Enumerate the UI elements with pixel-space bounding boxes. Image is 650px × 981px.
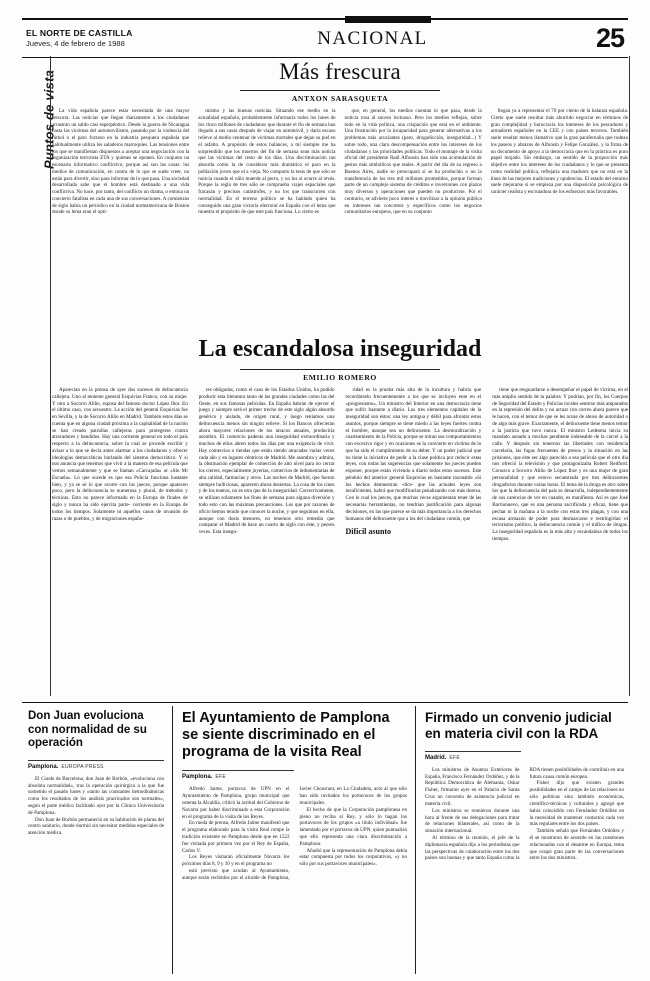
story1-dateline-agency: EUROPA PRESS — [61, 763, 104, 770]
story1-body — [28, 776, 164, 837]
story3-body — [425, 767, 624, 862]
paper-name: EL NORTE DE CASTILLA — [26, 27, 133, 38]
bottom-stories — [22, 706, 628, 974]
story2-dateline-city: Pamplona. — [182, 774, 213, 781]
story2-headline: El Ayuntamiento de Pamplona se siente discriminado en el programa de la visita Real — [182, 710, 390, 761]
story1-headline: Don Juan evoluciona con normalidad de su operación — [28, 710, 147, 750]
opinion1-byline-rule — [240, 90, 440, 91]
story2-dateline — [182, 770, 294, 780]
story1-para-1: El Conde de Barcelona, don Juan de Borbón, «evoluciona con absoluta normalidad», tras la operación quirúrgica a la que fue sometido el pasado lunes y «tanto las constantes hemodinámicas como los resultados de los análisis practicados son normales», según el parte médico facilitado ayer por la Clínica Universitaria de Pamplona. — [28, 775, 164, 816]
opinion2-col-3: ridad es la prueba más alta de la incultura y habría que recordárselo frecuentemente a los que se incluyen ente en el «progresismo». Un ministro del Interior en una democracia tiene que sufrir bastante a diario. Los tres elementos capitales de la inseguridad son éstos: una ley antigua y débil para afrontar estos asuntos, porque siempre se tiene miedo a las leyes fuertes contra el hombre, aunque sea un delincuente. La desmoralización y cuarteamiento de la Policía, porque se miran sus comportamientos con excesivo rigor y en ocasiones se la convierte en víctima de lo que ha sido el cumplimiento de su deber. Y un poder judicial que no tiene la iniciativa de pedir a la clase política por reducir estas leyes, con todas las sugerencias que solamente los jueces pueden exponer, porque están viviendo a diario todos estos sucesos. Este péndulo del anterior general Esquivias en bastante razonable «Si los hechos demuestran -dice- que las actuales leyes son insuficientes, habrá que modificarlas penalizando con más dureza. Con lo cual los jueces, que muchas veces argumentan tener de las necesarias herramientas, no tendrían justificación para algunas decisiones, en las que parece se da más importancia a los derechos humanos del delincuente que a los del ciudadano común, que Difícil asunto — [345, 387, 482, 537]
opinion1-col-4: llegan ya a representar el 70 por ciento de la balanza española. Cierto que suele resultar más aburrido negociar en términos de gran complejidad y burocracia los intereses de los pescadores y armadores españoles en la CEE y con países terceros. También suele resultar menos llamativo que la gran parafernalia que rodean los paseos y abrazos de Alfonsín y Felipe González, y la firma de un documento de apoyo a la democracia que en la práctica es puro papel mojado. Sin embargo, un sentido de la proporción más objetivo entre los intereses de los ciudadanos y lo que se presenta como realidad política, reflejaría una madurez que no está en la línea de las mejores tradiciones y opulencias. El estado del entorno suele mejorarse si se empieza por una disposición psicológica de carácter realista y escrutadora de los esfuerzos más favorables. — [490, 108, 628, 196]
story2-para-2: En rueda de prensa, Alfredo Jaime manifestó que el programa elaborado para la visita Real rompe la tradición existente en Pamplona desde que en 1522 fue visitada por primera vez por el Rey de España, Carlos V. — [182, 820, 290, 854]
opinion1-body — [52, 108, 628, 216]
opinion2-subhead: Difícil asunto — [345, 527, 392, 537]
section-name: NACIONAL — [317, 27, 428, 49]
story3-para-4: Fisher dijo que existen grandes posibilidades en el campo de las relaciones no sólo políticas sino también económicas, científico-técnicas y culturales y agregó que había coincidido con Fernández Ordóñez en la necesidad de mantener contactos cada vez más regulares entre los dos países. — [529, 780, 624, 828]
vertical-section-label: Puntos de vista — [41, 69, 57, 170]
story3-dateline-agency: EFE — [449, 754, 460, 761]
section-bar-decoration — [345, 16, 431, 23]
masthead — [22, 18, 628, 58]
story2-para-1: Alfredo Jaime, portavoz de UPN en el Ayuntamiento de Pamplona, grupo municipal que ostenta la Alcaldía, criticó la actitud del Gobierno de Navarra por haber discriminado a esta Corporación en el programa de la visita de los Reyes. — [182, 786, 290, 820]
masthead-left — [22, 29, 211, 49]
left-edge-rule — [50, 56, 51, 696]
opinion2-byline-rule — [240, 369, 440, 370]
opinion1-headline: Más frescura — [279, 59, 401, 84]
page-number: 25 — [595, 23, 624, 53]
opinion2-col-4: tiene que resguardarse a desempeñar el papel de víctima, en el más amplio sentido de la palabra. Y podrían, por fin, los Cuerpos de Seguridad del Estado y Policías locales sentirse más amparados en la represión del delito y no actuar con correo ahora parece que le hacen, con el temor de que se les acuse de abuso de autoridad o de algo más grave. Exactamente, el delincuente tiene menos temor a la justicia que tuvo nunca. El ministro Ledesma inicia su mandato aunado a muchas pendiente indeseable de la cárcel a la calle. Y después sin tenernos las libertades con residencia carcelaria, las fugas frecuentes de presos y la situación en las prisiones, que éste ser algo parecido a esa película que el otro día nos ofreció la televisión y que protagonizaba Robert Redford. Conozco a Socorro Aliño de López Ibor y es una mujer de gran personalidad y que estuvo secuestrada por tres delincuentes drogadictos durante varias horas. El tema de la droga es otro sobre los que la delincuencia del país se desarrolla, independientemente de sus carencias de ver en cuando, es manifiesta. Así es que José Barrionuevo, que es una persona sacrificada y eficaz, tiene que pechar ni la mañana a la noche con estas tres plagas, y con una escasa armazón de poder para desmarcarse e restringirlas: el terrorismo político, la delincuencia común y el tráfico de drogas. La inseguridad española es la más alta y escandalosa de todos los tiempos. — [492, 387, 628, 542]
story3-para-2: Los ministros se reunieron durante una hora al frente de sus delegaciones para tratar de relaciones bilaterales, así como de la situación internacional. — [425, 807, 520, 835]
opinion1-col-2: mismo y las buenas noticias. Situando ese medio en la actualidad española, probablemente informaría todos los lunes de los cinco millones de ciudadanos que durante el fin de semana han llegado a sus casas después de viajar en automóvil, y daría escaso relieve al medio centenar de víctimas mortales que dejan su piel en el asfalto. A propósito de estos balances, a mí siempre me ha sorprendido que los muertos del fin de semana sean más noticia que las víctimas del resto de los días. Una discriminación tan absurda como la de considerar más dramático el paro en la población joven que el a vieja. No comparto la tesis de que sólo se noticia cuando el niño muerde al perro, y no los si ocurre al revés. Porque la regla de tres sólo se comprueba viajes espaciales que fracasan y precisos catástrofes, y no los que transcurren con normalidad. En el terreno político se ha hablado quien ha conseguido una gran victoria electoral en España con el lema que muestra el propósito de que este país funciona. Lo cierto es — [198, 108, 336, 216]
opinion2-col-1: Aparecían en la prensa de ayer dos sucesos de delincuencia callejera. Uno al teniente general Esquivias Franco, con su mujer. Y otro a Socorro Aliño, esposa del famoso doctor López Ibor. En el último caso, con secuestro. La acción del general Esquivias fue en Sevilla, y la de Socorro Aliño en Madrid. También estos días se cuenta que en alguna ciudad próxima a la capitalidad de la nación se han creado patrullas callejeras para protegerse contra atracadores y bandidos. Hay una corriente general en todo el país respecto a la delincuencia, sobre la cual se procede escribir y avisar a lo que se decía antes alarmar a los ciudadanos y ofrecer ideologías democráticas burlando del sistema democrático. Y si nos anuncia que tenemos que vivir a la manera de esa película que vemos semanalmente y que se llaman «Carcajada» or «Sin Mi Escuela». Lo que sucede es que esa Policía funciona bastante bien, y ya se sé lo que ocurre con los jueces, porque aparecen poco, pero la delincuencia se numerosa y plural, de métodos y técnicas. Esto no parece informado en la Europa de finales de siglo y nunca ha sido ejercita parte- corriente en la Europa de todos los tiempos. Solamente ni aquellos casos de invasión de razas o de pueblos, y de migraciones españo- — [52, 387, 188, 522]
story3-dateline-city: Madrid. — [425, 754, 447, 761]
opinion1-byline: ANTXON SARASQUETA — [291, 94, 389, 103]
paper-date: Jueves, 4 de febrero de 1988 — [26, 38, 125, 48]
opinion2-col-2: res obligadas, como el caso de los Estados Unidos, ha podido producir esta literatura tanto de las grandes ciudades como las del Oeste, en sus famosas películas. En España habrán de ejercer el juego y siempre será el primer trecho de este siglo algún absurdo genérico y aislado, de origen rural, y luego teníamos una delincuencia menos sin ningún relieve. Si los Bancos ofrecieran ahora mayores relaciones de los atracos anuales, produciría asombro. El comercio paderas una inseguridad extraordinaria y muchos de ellos abren todos los días por una exigencia de vivir. Hay comercios o tiendas que están siendo atracadas varias veces cada año y en lugares céntricos de Madrid. Me asombra y admira, la obstinación ejemplar de comercios de alto nivel para no cerrar los cierres, especialmente joyerías, comercios de indumentarias de alta calidad, farmacias y otros. Las noches de Madrid, que fueron siempre bulliciosas, aparecen ahora desiertas. La cosa de los cines y de los teatros, no es otra que de la inseguridad. Correctivamente, se utilizan solamente los fines de semana para alguna diversión y todo esto con las máximas precauciones. Los que por razones de oficio hemos tenido que conocer la noche, y que seguimos en ella, aunque con dosis menores, no tenemos otro remedio que comparar el Madrid de hace un cuarto de siglo con éste, y peores veces. Esta insegu- — [198, 387, 335, 536]
section-heading-wrap — [211, 28, 564, 50]
story2-dateline-agency: EFE — [215, 774, 226, 781]
story1-dateline-city: Pamplona. — [28, 763, 59, 770]
story3-headline: Firmado un convenio judicial en materia civil con la RDA — [425, 710, 612, 741]
opinion2-byline: EMILIO ROMERO — [303, 373, 377, 382]
right-edge-rule — [629, 56, 630, 696]
opinion-article-mas-frescura — [52, 56, 628, 216]
story-convenio-rda — [415, 706, 628, 974]
story2-body — [182, 786, 407, 881]
opinion2-body — [52, 387, 628, 543]
story-don-juan — [22, 706, 172, 974]
story2-para-6: Añadió que la representación de Pamplona debía estar compuesta por todos los corporativos, «y no sólo por sus portavoces municipales». — [299, 847, 407, 868]
story3-para-1: Los ministros de Asuntos Exteriores de España, Francisco Fernández Ordóñez, y de la República Democrática de Alemania, Oskar Fisher, firmaron ayer en el Palacio de Santa Cruz un convenio de asistencia judicial en materia civil. — [425, 766, 520, 807]
story-ayuntamiento-pamplona — [172, 706, 415, 974]
story1-dateline — [28, 760, 164, 770]
story2-para-3: Los Reyes visitarán oficialmente Navarra los próximos días 8, 9 y 10 y en el programa no — [182, 854, 290, 868]
opinion2-headline: La escandalosa inseguridad — [198, 336, 482, 362]
opinion1-col-3: que, en general, los medios cuentan lo que pasa, desde la noticia rosa al suceso luctuoso. Pero los medios reflejan, sobre todo en la vida política, una crispación que está en el ambiente. Una frustración por la incapacidad para generar alternativas a los problemas más acuciantes (paro, drogadicción, inseguridad...) Y sobre todo, una clara descompensación entre los intereses de los ciudadanos y las prioridades políticas. Todo el montaje de la visita oficial del presidente Raúl Alfonsín han sido una acumulación de gestos más simbólicos que reales. A partir del día de su regreso a Buenos Aires, nadie se preocupará si se ha producido o no la transferencia de los tres mil millones prometidos, porque forman parte de un complejo sistema de créditos e inversiones con plazos muy diversos y operaciones que pueden no producirse. Por el contrario, se advierte poco interés o movilizar a la opinión pública en intereses tan concretos y específicos como los negocios comunitarios europeos, que en su conjunto — [344, 108, 482, 216]
story2-para-4: está previsto que acudan al Ayuntamiento, aunque serán recibidos por el alcalde de Pamplona, Javier Chourraut, en La Ciudadela, acto al que sólo han sido invitados los portavoces de los grupos municipales. — [182, 786, 407, 881]
opinion-article-la-escandalosa-inseguridad — [52, 334, 628, 543]
story2-para-5: El hecho de que la Corporación pamplonesa en pleno no reciba al Rey, y sólo lo hagan los portavoces de los grupos «a título individual» fue lamentado por el portavoz de UPN, quien puntualizó que ello representa una clara discriminación a Pamplona. — [299, 806, 408, 847]
story3-para-3: Al término de la reunión, el jefe de la diplomacia española dijo a los periodistas que las perspectivas de colaboración entre los dos países son buenas y que tanto España como la RDA tienen posibilidades de contribuir en una futura causa común europea. — [425, 766, 624, 862]
bottom-section-divider — [22, 702, 628, 703]
story1-para-2: Don Juan de Borbón permaneció en su habitación de planta del centro sanitario, donde durmió sin necesitar medidas especiales de atención médica. — [28, 816, 164, 837]
story3-dateline — [425, 751, 521, 761]
story3-para-5: También señaló que Fernández Ordóñez y él se mostraron de acuerdo en las cuestiones relacionadas con el desarme en Europa, tema que ocupó gran parte de las conversaciones entre los dos ministros. — [529, 828, 624, 862]
opinion1-col-1: La vida española parece estar necesitada de una mayor frescura. Las noticias que llegan diariamente a los ciudadanos arrastran un saldo casi esperpéntico. Desde la guerra de Nicaragua hasta las víctimas del automovilismo, pasando por la violencia del fútbol o el paro forzoso en la industria pesquera española que habitualmente utiliza los saladeros marroquíes. Las tensiones entre los que se manifiestan dispuestos a aceptar una negociación con la organización terrorista ETA y quienes se oponen. En conjunto un escenario informativo conflictivo, porque así son las cosas: los medios de comunicación, en contra de lo que se suele creer, no están para divertir, sino para informar de lo que pasa. Una sociedad desarrollada sabe que el hombre está destinado a una vida conflictiva. No hace, por tanto, del conflicto un drama, o entona un concierto fatalista en cada una de sus conversaciones. A comienzos de siglo había un periódico en la ciudad norteamericana de Boston donde su lema eran el opti- — [52, 108, 190, 216]
